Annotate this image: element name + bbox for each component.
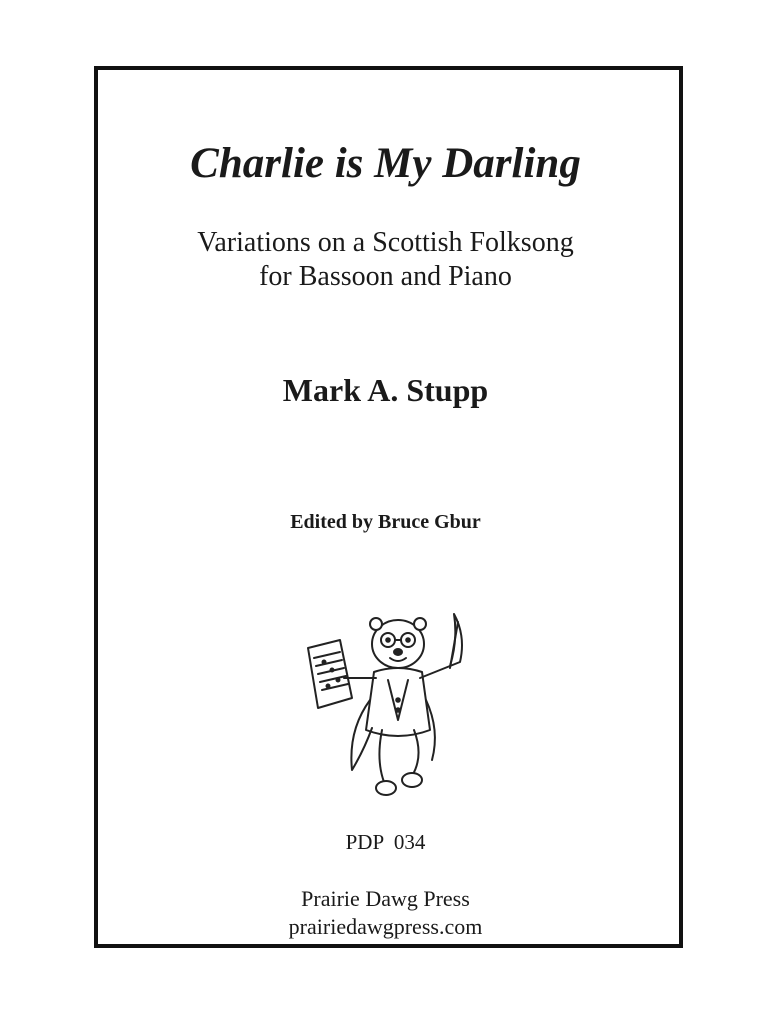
- cover-border-frame: [94, 66, 683, 948]
- quill-pen-icon: [450, 614, 462, 668]
- prairie-dog-mascot-icon: [300, 600, 480, 805]
- publisher-block: [0, 885, 771, 941]
- publisher-url: prairiedawgpress.com: [288, 914, 483, 939]
- piece-subtitle: [0, 226, 771, 294]
- sheet-music-icon: [308, 640, 352, 708]
- editor-credit: Edited by Bruce Gbur: [290, 511, 481, 533]
- body-icon: [344, 666, 450, 795]
- subtitle-line-1: Variations on a Scottish Folksong: [197, 227, 574, 258]
- piece-title: Charlie is My Darling: [190, 140, 581, 187]
- subtitle-line-2: for Bassoon and Piano: [259, 261, 512, 292]
- composer-name: Mark A. Stupp: [282, 372, 489, 408]
- catalog-number: PDP 034: [345, 830, 426, 854]
- publisher-name: Prairie Dawg Press: [301, 886, 470, 911]
- head-icon: [370, 618, 426, 668]
